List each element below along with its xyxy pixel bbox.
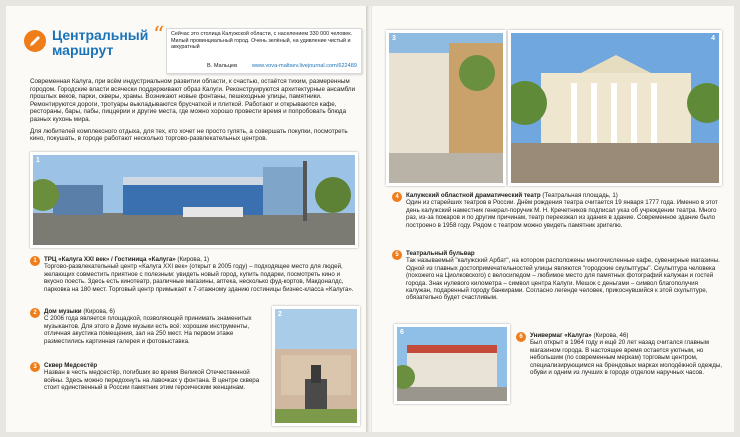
item-mall (30, 256, 360, 293)
item-text: Торгово-развлекательный центр «Калуга XXI век» (открыт в 2005 году) – подходящее место для людей, желающих совместить приятное с полезным: увидеть новый город, купить подарки, посмотреть кино и вкусно поесть. Здесь есть кинотеатр, различные магазины, аптека, несколько фуд-кортов, Макдоналдс, парковка на 180 мест. Торговый центр примыкает к 7-этажному зданию гостиницы бизнес-класса «Калуга». (44, 263, 354, 293)
quote-box (153, 23, 362, 74)
photo-theatre (508, 30, 722, 186)
store-photo-image (397, 327, 507, 401)
item-number-badge: 2 (30, 308, 40, 318)
item-title: Театральный бульвар (406, 250, 475, 257)
item-theatre (392, 192, 722, 229)
item-number-badge: 3 (30, 362, 40, 372)
photo-department-store (394, 324, 510, 404)
photo-monument (272, 306, 360, 426)
quote-author: В. Мальцев (207, 63, 238, 70)
photo-number: 4 (711, 35, 715, 42)
photo-street (386, 30, 506, 186)
item-title: Универмаг «Калуга» (530, 332, 592, 339)
mall-photo-image (33, 155, 355, 245)
item-title: Калужский областной драматический театр (406, 192, 541, 199)
intro-paragraph: Для любителей комплексного отдыха, для тех, кто хочет не просто гулять, а совершать покупки, посмотреть кино, покушать, в городе работают несколько торгово-развлекательных центров. (30, 127, 348, 143)
intro-text (30, 78, 358, 147)
pencil-icon (24, 30, 46, 52)
quote-text: Сейчас это столица Калужской области, с населением 330 000 человек. Милый провинциальный город. Очень зелёный, на удивление чистый и аккуратный (171, 31, 353, 51)
quote-link[interactable]: www.vova-maltsev.livejournal.com/622489 (252, 63, 357, 70)
photo-number: 1 (36, 157, 40, 164)
item-title: Сквер Медсестёр (44, 362, 98, 369)
item-text: Один из старейших театров в России. Днём рождения театра считается 19 января 1777 года. Именно в этот день калужский наместник генерал-поручик М. Н. Кречетников подписал указ об учреждении театра. Много раз, из-за пожаров и по другим причинам, театр переезжал из здания в здание. Современное здание было построено в 1958 году. Рядом с театром можно увидеть памятник зрителю. (406, 199, 718, 229)
intro-paragraph: Современная Калуга, при всём индустриальном развитии области, к счастью, остаётся тихим, размеренным городом. Городские власти всячески поддерживают образ Калуги. Реконструируются архитектурные ансамбли прошлых веков, парки, скверы, храмы. Возникают новые фонтаны, пешеходные улицы, памятники. Ремонтируются дороги, тротуары выкладываются брусчаткой и плиткой. Работают и открываются кафе, рестораны, бары, пабы, пиццерии и другие места, где можно хорошо провести время и попробовать блюда разных кухонь мира. (30, 78, 356, 123)
item-text: С 2006 года является площадкой, позволяющей принимать знаменитых музыкантов. Для этого в Доме музыки есть всё: хорошие инструменты, отличная акустика помещения, зал на 250 мест. На первом этаже разместились картинная галерея и фотовыставка. (44, 315, 252, 345)
item-text: Так называемый "калужский Арбат", на котором расположены многочисленные кафе, сувенирные магазины. Одной из главных достопримечательностей улицы являются "городские скульптуры". Скульптура человека (похожего на Циолковского) с велосипедом – любимое место для памятных фотографий калужан и гостей города. Знак нулевого километра – символ центра Калуги. Мешок с деньгами – символ благополучия калужан, подаренный городу банкирами. Согласно легенде человек, прикоснувшийся к этой скульптуре, обязательно будет счастливым. (406, 257, 720, 302)
item-address: (Театральная площадь, 1) (540, 192, 618, 199)
item-address: (Кирова, 46) (591, 332, 629, 339)
item-text: Был открыт в 1964 году и ещё 20 лет назад считался главным магазином города. В настоящее время остается уютным, но небольшим (по современным меркам) торговым центром, специализирующимся на брендовых марках молодёжной одежды, обуви и одним из лучших в городе отделом наручных часов. (530, 339, 722, 377)
item-number-badge: 6 (516, 332, 526, 342)
item-title: ТРЦ «Калуга XXI век» / Гостиница «Калуга» (44, 256, 176, 263)
right-page (372, 6, 734, 432)
left-page (6, 6, 368, 432)
item-department-store (516, 332, 722, 376)
item-number-badge: 1 (30, 256, 40, 266)
street-photo-image (389, 33, 503, 183)
photo-number: 6 (400, 329, 404, 336)
photo-number: 2 (278, 311, 282, 318)
item-address: (Кирова, 1) (175, 256, 210, 263)
item-title: Дом музыки (44, 308, 82, 315)
item-music-house (30, 308, 268, 345)
theatre-photo-image (511, 33, 719, 183)
item-text: Назван в честь медсестёр, погибших во время Великой Отечественной войны. Здесь можно передохнуть на лавочках у фонтана. В центре сквера стоит единственный в России памятник этим героическим женщинам. (44, 369, 260, 392)
item-number-badge: 4 (392, 192, 402, 202)
item-number-badge: 5 (392, 250, 402, 260)
item-address: (Кирова, 6) (81, 308, 115, 315)
photo-number: 3 (392, 35, 396, 42)
item-theatre-boulevard (392, 250, 722, 302)
monument-photo-image (275, 309, 357, 423)
section-title: Центральный маршрут (52, 27, 149, 58)
quote-mark-icon: “ (153, 23, 165, 48)
item-nurses-square (30, 362, 268, 392)
photo-mall (30, 152, 358, 248)
